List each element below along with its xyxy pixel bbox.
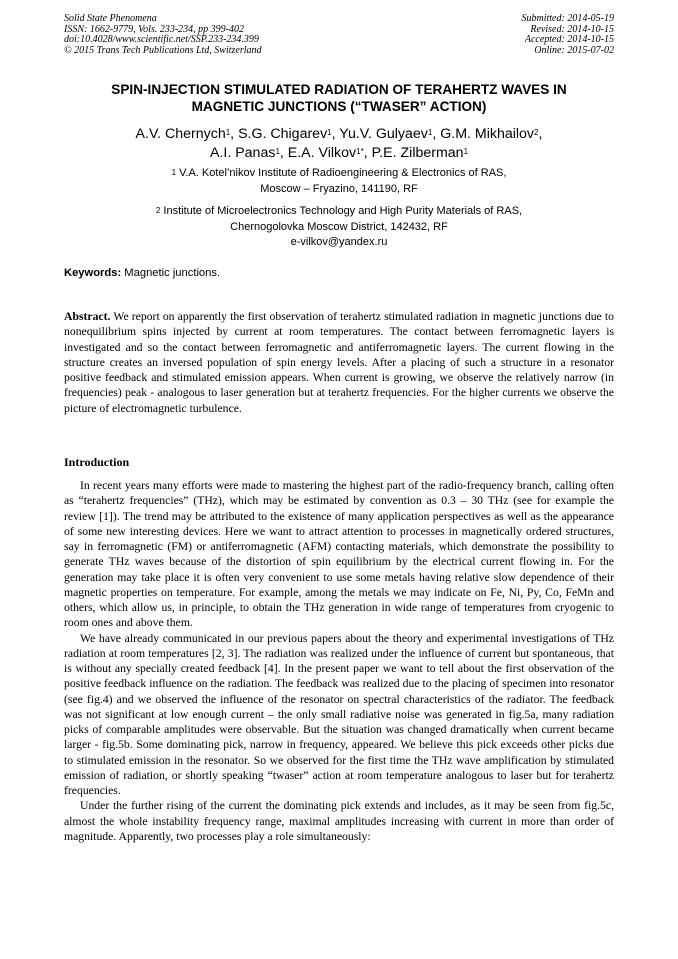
issn-line: ISSN: 1662-9779, Vols. 233-234, pp 399-402 bbox=[64, 23, 244, 35]
affiliation-2-mark: 2 bbox=[155, 206, 161, 215]
affiliation-2 bbox=[60, 204, 618, 251]
author-affiliation-mark: 1 bbox=[327, 128, 332, 137]
author-separator: , bbox=[230, 126, 239, 142]
affiliation-2-address: Chernogolovka Moscow District, 142432, RF bbox=[230, 220, 448, 233]
affiliation-2-line-1 bbox=[60, 204, 618, 220]
author-line-2 bbox=[30, 144, 648, 163]
author-name: S.G. Chigarev bbox=[238, 126, 328, 142]
online-date: Online: 2015-07-02 bbox=[534, 44, 614, 56]
revised-date: Revised: 2014-10-15 bbox=[530, 23, 614, 35]
introduction-body bbox=[64, 478, 614, 844]
doi-line: doi:10.4028/www.scientific.net/SSP.233-234.399 bbox=[64, 34, 259, 46]
keywords-label: Keywords: bbox=[64, 267, 122, 279]
section-heading-introduction: Introduction bbox=[64, 455, 130, 469]
author-affiliation-mark: 1 bbox=[225, 128, 231, 137]
author-list bbox=[30, 125, 648, 162]
author-affiliation-mark: 1 bbox=[463, 146, 469, 156]
contact-email: e-vilkov@yandex.ru bbox=[290, 236, 388, 248]
submitted-date: Submitted: 2014-05-19 bbox=[521, 13, 614, 24]
author-separator: , bbox=[331, 126, 340, 142]
affiliation-1-line-1 bbox=[60, 166, 618, 182]
title-line-2: MAGNETIC JUNCTIONS (“TWASER” ACTION) bbox=[191, 99, 487, 114]
abstract-text: We report on apparently the first observation of terahertz stimulated radiation in magnetic junctions due to nonequilibrium spins injected by current at room temperatures. The contact between ferromagnetic layers is investigated and so the contact between ferromagnetic and antiferromagnetic layers. The current flowing in the structure creates an inversed population of spin energy levels. After a placing of such a structure in a resonator positive feedback and stimulated emission appears. When current is growing, we observe the relatively narrow (in frequencies) peak - analogous to laser generation but at terahertz frequencies. For the higher currents we observe the picture of electromagnetic turbulence. bbox=[64, 310, 614, 415]
author-separator: , bbox=[279, 144, 288, 161]
title-line-1: SPIN-INJECTION STIMULATED RADIATION OF TERAHERTZ WAVES IN bbox=[111, 82, 567, 97]
author-affiliation-mark: 1 bbox=[427, 128, 433, 137]
journal-name: Solid State Phenomena bbox=[64, 13, 157, 24]
affiliation-1-institute: V.A. Kotel’nikov Institute of Radioengineering & Electronics of RAS, bbox=[176, 167, 507, 179]
author-name: A.V. Chernych bbox=[135, 126, 226, 142]
paragraph: We have already communicated in our previous papers about the theory and experimental investigations of THz radiation at room temperatures [2, 3]. The radiation was realized under the influence of current but spontaneous, that is without any specially created feedback [4]. In the present paper we want to tell about the first observation of the positive feedback influence on the radiation. The feedback was realized due to the placing of specimen into resonator (see fig.4) and we observed the influence of the resonator on spectral characteristics of the radiator. The feedback was not significant at low enough current – the only small radiative noise was generated in fig.5a, many radiation picks of comparable amplitudes were observable. But the situation was changed dramatically when current became larger - fig.5b. Some dominating pick, narrow in frequency, appeared. We believe this pick exceeds other picks due to stimulated emission in the resonator. So we observed for the first time the THz wave amplification by stimulated emission of radiation, or shortly speaking “twaser” action at room temperature analogous to laser but for terahertz frequencies. bbox=[64, 631, 614, 797]
author-affiliation-mark: 2 bbox=[534, 128, 539, 137]
author-name: P.E. Zilberman bbox=[371, 144, 464, 161]
author-separator: , bbox=[363, 144, 372, 161]
affiliation-1 bbox=[60, 166, 618, 197]
author-affiliation-mark: 1 bbox=[275, 146, 280, 156]
paragraph: In recent years many efforts were made to mastering the highest part of the radio-frequency branch, calling often as “terahertz frequencies” (THz), which may be estimated by convention as 0.3 – 30 THz (see for example the review [1]). The trend may be attributed to the existence of many application perspectives as well as the appearance of some new interesting devices. Here we want to attract attention to processes in magnetically ordered structures, say in ferromagnetic (FM) or antiferromagnetic (AFM) contacting materials, which demonstrate the possibility to generate THz waves because of the distortion of spin equilibrium by the electrical current flowing in. For the generation may take place it is often very convenient to use some metals having relative slow dependence of their magnetic properties on temperature. For example, among the metals we may indicate on Fe, Ni, Py, Co, FeMn and others, which allow us, in principle, to obtain the THz generation in wide range of temperatures from cryogenic to room ones and above them. bbox=[64, 479, 614, 630]
author-separator: , bbox=[538, 126, 543, 142]
author-name: G.M. Mikhailov bbox=[440, 126, 535, 142]
paragraph: Under the further rising of the current the dominating pick extends and includes, as it may be seen from fig.5c, almost the whole instability frequency range, maximal amplitudes increasing with current in more than order of magnitude. Apparently, two processes play a role simultaneously: bbox=[64, 799, 614, 843]
affiliation-2-institute: Institute of Microelectronics Technology and High Purity Materials of RAS, bbox=[160, 205, 523, 217]
author-name: E.A. Vilkov bbox=[287, 144, 357, 161]
dates-header bbox=[522, 14, 615, 56]
affiliation-1-address: Moscow – Fryazino, 141190, RF bbox=[260, 182, 418, 195]
journal-header bbox=[64, 14, 262, 56]
affiliation-1-mark: 1 bbox=[171, 168, 177, 177]
copyright-line: © 2015 Trans Tech Publications Ltd, Switzerland bbox=[64, 44, 262, 56]
author-name: A.I. Panas bbox=[209, 144, 276, 161]
keywords bbox=[64, 267, 220, 279]
accepted-date: Accepted: 2014-10-15 bbox=[524, 34, 614, 46]
paper-title bbox=[40, 81, 638, 115]
author-affiliation-mark: 1* bbox=[356, 146, 364, 156]
author-separator: , bbox=[432, 126, 441, 142]
abstract bbox=[64, 309, 614, 416]
keywords-text: Magnetic junctions. bbox=[121, 267, 221, 279]
author-name: Yu.V. Gulyaev bbox=[339, 126, 428, 142]
abstract-label: Abstract. bbox=[64, 310, 111, 323]
author-line-1 bbox=[30, 125, 648, 144]
